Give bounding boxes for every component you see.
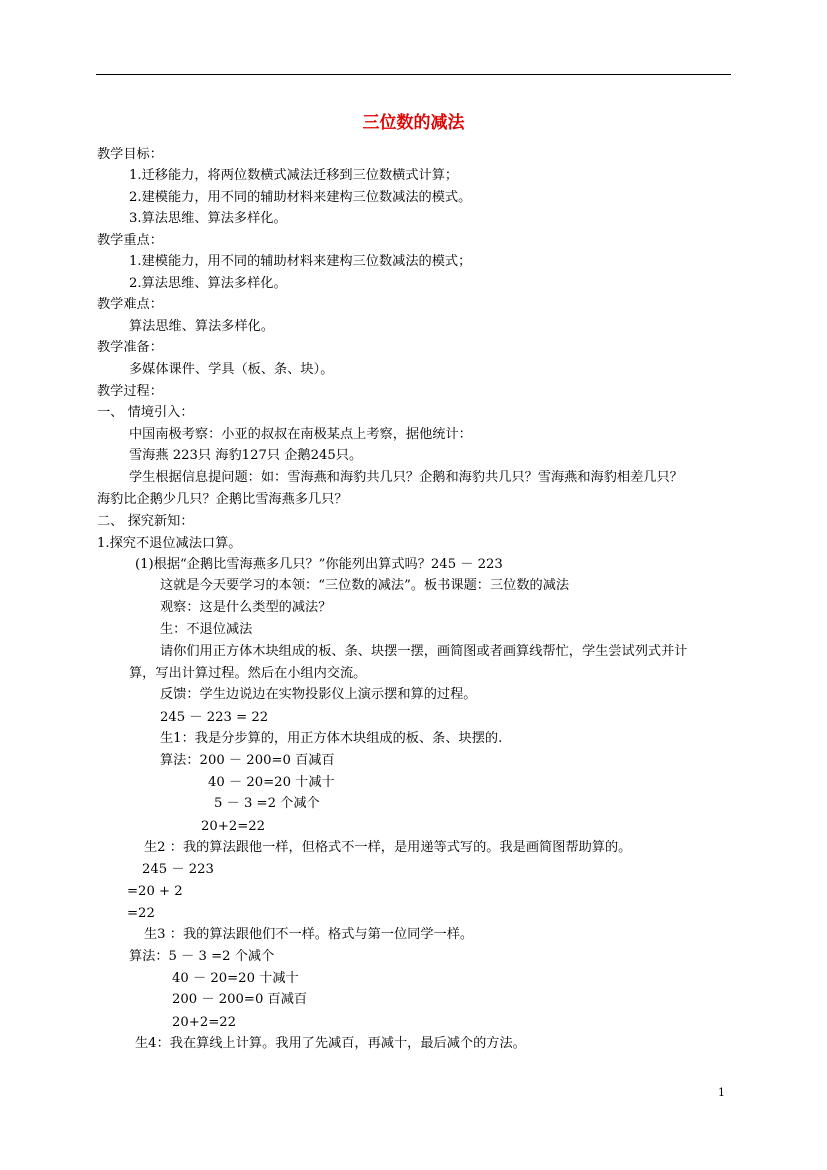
text-line: 245 － 223: [142, 862, 214, 877]
text-line: 2.算法思维、算法多样化。: [129, 276, 287, 291]
text-line: 雪海燕 223只 海豹127只 企鹅245只。: [129, 448, 363, 463]
text-line: 反馈：学生边说边在实物投影仪上演示摆和算的过程。: [160, 687, 477, 702]
text-line: 20+2=22: [201, 819, 266, 834]
text-line: 请你们用正方体木块组成的板、条、块摆一摆，画简图或者画算线帮忙，学生尝试列式并计: [160, 644, 688, 659]
text-line: =22: [127, 906, 155, 921]
text-line: 二、 探究新知：: [97, 514, 194, 529]
text-line: 生1：我是分步算的，用正方体木块组成的板、条、块摆的.: [160, 731, 503, 746]
text-line: 3.算法思维、算法多样化。: [129, 211, 287, 226]
text-line: 算，写出计算过程。然后在小组内交流。: [129, 666, 367, 681]
text-line: 这就是今天要学习的本领：“三位数的减法”。板书课题：三位数的减法: [160, 578, 570, 593]
text-line: 教学难点：: [97, 297, 163, 312]
text-line: 中国南极考察：小亚的叔叔在南极某点上考察，据他统计：: [129, 427, 472, 442]
page-number: 1: [718, 1086, 725, 1099]
text-line: 教学重点：: [97, 233, 163, 248]
text-line: 生3 ：我的算法跟他们不一样。格式与第一位同学一样。: [144, 927, 474, 942]
text-line: 5 － 3 =2 个减个: [214, 796, 320, 811]
text-line: 40 － 20=20 十减十: [172, 971, 299, 986]
text-line: 245 － 223 = 22: [160, 710, 269, 725]
text-line: 1.建模能力，用不同的辅助材料来建构三位数减法的模式；: [129, 254, 472, 269]
text-line: (1)根据“企鹅比雪海燕多几只？”你能列出算式吗？245 － 223: [135, 557, 503, 572]
text-line: 算法：200 － 200=0 百减百: [160, 753, 335, 768]
text-line: 教学目标：: [97, 147, 163, 162]
text-line: 学生根据信息提问题：如：雪海燕和海豹共几只？企鹅和海豹共几只？雪海燕和海豹相差几只？: [129, 470, 683, 485]
text-line: 教学过程：: [97, 384, 163, 399]
text-line: 生2 ：我的算法跟他一样，但格式不一样，是用递等式写的。我是画简图帮助算的。: [144, 840, 632, 855]
text-line: 算法：5 － 3 =2 个减个: [129, 949, 275, 964]
text-line: 生：不退位减法: [160, 622, 253, 637]
text-line: 1.探究不退位减法口算。: [97, 536, 242, 551]
text-line: 海豹比企鹅少几只？企鹅比雪海燕多几只？: [97, 492, 348, 507]
text-line: 教学准备：: [97, 340, 163, 355]
text-line: 多媒体课件、学具（板、条、块）。: [129, 362, 334, 377]
text-line: 1.迁移能力，将两位数横式减法迁移到三位数横式计算；: [129, 168, 459, 183]
text-line: 一、 情境引入：: [97, 405, 194, 420]
text-line: 观察：这是什么类型的减法？: [160, 600, 332, 615]
text-line: 算法思维、算法多样化。: [129, 319, 275, 334]
text-line: 40 － 20=20 十减十: [208, 775, 335, 790]
text-line: 20+2=22: [172, 1015, 237, 1030]
document-title: 三位数的减法: [362, 113, 465, 133]
text-line: 生4：我在算线上计算。我用了先减百，再减十，最后减个的方法。: [135, 1036, 526, 1051]
text-line: 2.建模能力，用不同的辅助材料来建构三位数减法的模式。: [129, 190, 472, 205]
header-rule: [96, 74, 731, 75]
text-line: =20 + 2: [127, 884, 183, 899]
text-line: 200 － 200=0 百减百: [172, 992, 308, 1007]
